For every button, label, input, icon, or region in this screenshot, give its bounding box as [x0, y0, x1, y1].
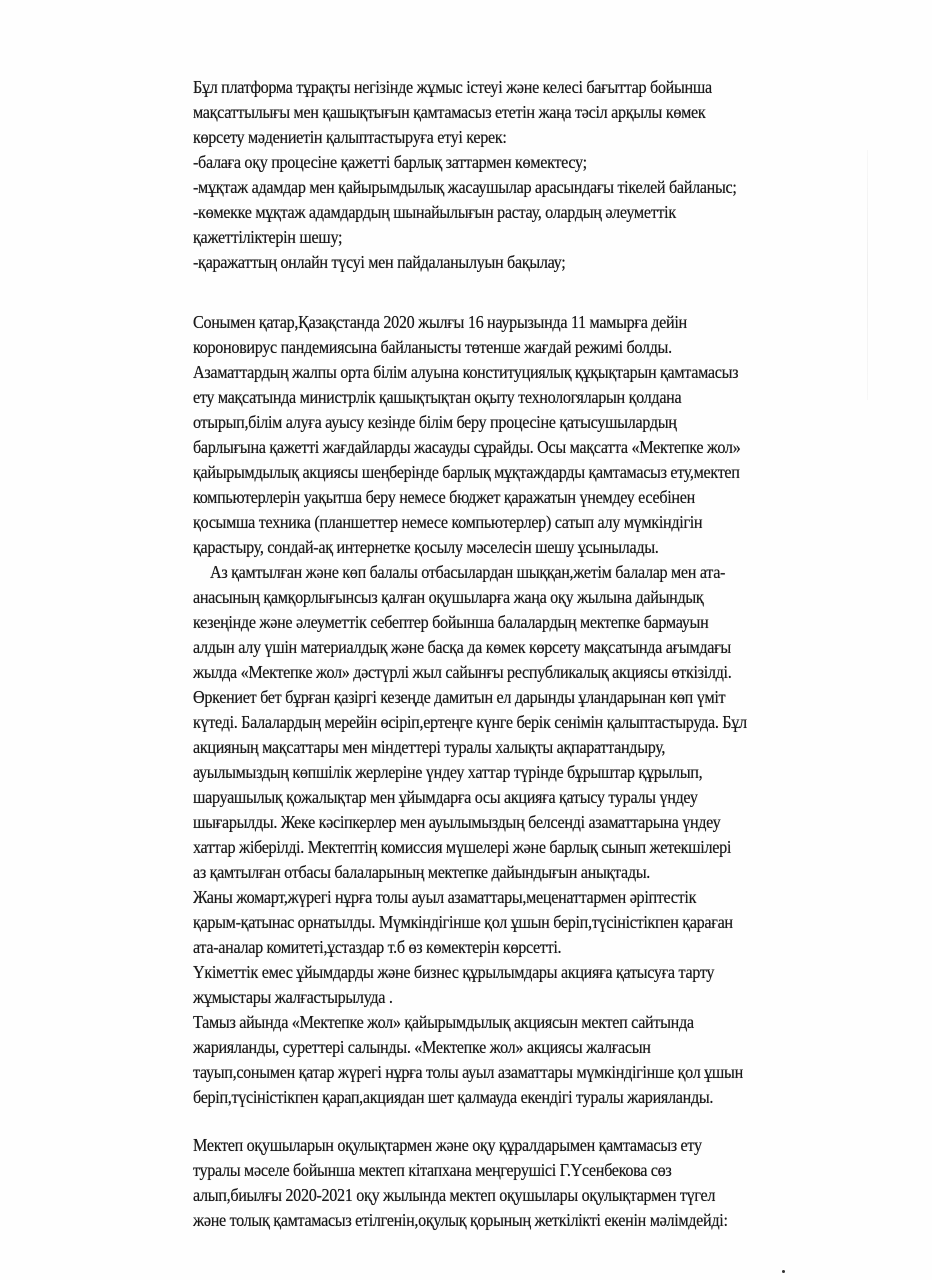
text-line: Азаматтардың жалпы орта білім алуына конституциялық құқықтарын қамтамасыз	[193, 362, 739, 382]
text-line: Өркениет бет бұрған қазіргі кезеңде дамитын ел дарынды ұландарынан көп үміт	[193, 687, 726, 707]
text-line: короновирус пандемиясына байланысты төтенше жағдай режимі болды.	[193, 337, 672, 357]
text-line: тауып,сонымен қатар жүрегі нұрға толы ауыл азаматтары мүмкіндігінше қол ұшын	[193, 1062, 743, 1082]
text-line: қажеттіліктерін шешу;	[193, 227, 343, 247]
text-line: мақсаттылығы мен қашықтығын қамтамасыз ететін жаңа тәсіл арқылы көмек	[193, 102, 706, 122]
text-line: акцияның мақсаттары мен міндеттері туралы халықты ақпараттандыру,	[193, 737, 666, 757]
text-line: және толық қамтамасыз етілгенін,оқулық қорының жеткілікті екенін мәлімдейді:	[193, 1210, 728, 1230]
text-line: отырып,білім алуға ауысу кезінде білім беру процесіне қатысушылардың	[193, 412, 677, 432]
text-line: ауылымыздың көпшілік жерлеріне үндеу хаттар түрінде бұрыштар құрылып,	[193, 762, 703, 782]
scan-speck	[782, 1270, 785, 1273]
list-item: -көмекке мұқтаж адамдардың шынайылығын растау, олардың әлеуметтік	[193, 202, 676, 222]
text-line: Бұл платформа тұрақты негізінде жұмыс істеуі және келесі бағыттар бойынша	[193, 77, 712, 97]
text-line: беріп,түсіністікпен қарап,акциядан шет қалмауда екендігі туралы жарияланды.	[193, 1087, 714, 1107]
text-line: қарым-қатынас орнатылды. Мүмкіндігінше қол ұшын беріп,түсіністікпен қараған	[193, 912, 733, 932]
text-line: Жаны жомарт,жүрегі нұрға толы ауыл азаматтары,меценаттармен әріптестік	[193, 887, 697, 907]
list-item: -қаражаттың онлайн түсуі мен пайдаланылуын бақылау;	[193, 252, 566, 272]
text-line: Мектеп оқушыларын оқулықтармен және оқу құралдарымен қамтамасыз ету	[193, 1135, 702, 1155]
text-line: шаруашылық қожалықтар мен ұйымдарға осы акцияға қатысу туралы үндеу	[193, 787, 698, 807]
text-line: жұмыстары жалғастырылуда .	[193, 987, 393, 1007]
list-item: -балаға оқу процесіне қажетті барлық заттармен көмектесу;	[193, 152, 587, 172]
text-line: қайырымдылық акциясы шеңберінде барлық мұқтаждарды қамтамасыз ету,мектеп	[193, 462, 740, 482]
text-line: шығарылды. Жеке кәсіпкерлер мен ауылымыздың белсенді азаматтарына үндеу	[193, 812, 721, 832]
text-line: туралы мәселе бойынша мектеп кітапхана меңгерушісі Г.Үсенбекова сөз	[193, 1160, 672, 1180]
text-line: барлығына қажетті жағдайларды жасауды сұрайды. Осы мақсатта «Мектепке жол»	[193, 437, 741, 457]
text-line: алдын алу үшін материалдық және басқа да көмек көрсету мақсатында ағымдағы	[193, 637, 731, 657]
text-line: қосымша техника (планшеттер немесе компьютерлер) сатып алу мүмкіндігін	[193, 512, 703, 532]
text-line: кезеңінде және әлеуметтік себептер бойынша балалардың мектепке бармауын	[193, 612, 709, 632]
list-item: -мұқтаж адамдар мен қайырымдылық жасаушылар арасындағы тікелей байланыс;	[193, 177, 737, 197]
text-line: Тамыз айында «Мектепке жол» қайырымдылық акциясын мектеп сайтында	[193, 1012, 694, 1032]
text-line: жарияланды, суреттері салынды. «Мектепке жол» акциясы жалғасын	[193, 1037, 651, 1057]
text-line: Сонымен қатар,Қазақстанда 2020 жылғы 16 наурызында 11 мамырға дейін	[193, 312, 687, 332]
text-line: анасының қамқорлығынсыз қалған оқушыларға жаңа оқу жылына дайындық	[193, 587, 704, 607]
text-line: ата-аналар комитеті,ұстаздар т.б өз көмектерін көрсетті.	[193, 937, 562, 957]
text-line: аз қамтылған отбасы балаларының мектепке дайындығын анықтады.	[193, 862, 651, 882]
text-line: күтеді. Балалардың мерейін өсіріп,ертеңге күнге берік сенімін қалыптастыруда. Бұл	[193, 712, 747, 732]
text-line: ету мақсатында министрлік қашықтықтан оқыту технологяларын қолдана	[193, 387, 682, 407]
text-line: Аз қамтылған және көп балалы отбасылардан шыққан,жетім балалар мен ата-	[210, 562, 726, 582]
text-line: хаттар жіберілді. Мектептің комиссия мүшелері және барлық сынып жетекшілері	[193, 837, 732, 857]
text-line: компьютерлерін уақытша беру немесе бюджет қаражатын үнемдеу есебінен	[193, 487, 695, 507]
text-line: алып,биылғы 2020-2021 оқу жылында мектеп оқушылары оқулықтармен түгел	[193, 1185, 716, 1205]
text-line: қарастыру, сондай-ақ интернетке қосылу мәселесін шешу ұсынылады.	[193, 537, 659, 557]
scan-artifact	[867, 150, 868, 400]
text-line: жылда «Мектепке жол» дәстүрлі жыл сайынғы республикалық акциясы өткізілді.	[193, 662, 732, 682]
text-line: Үкіметтік емес ұйымдарды және бизнес құрылымдары акцияға қатысуға тарту	[193, 962, 715, 982]
text-line: көрсету мәдениетін қалыптастыруға етуі керек:	[193, 127, 507, 147]
